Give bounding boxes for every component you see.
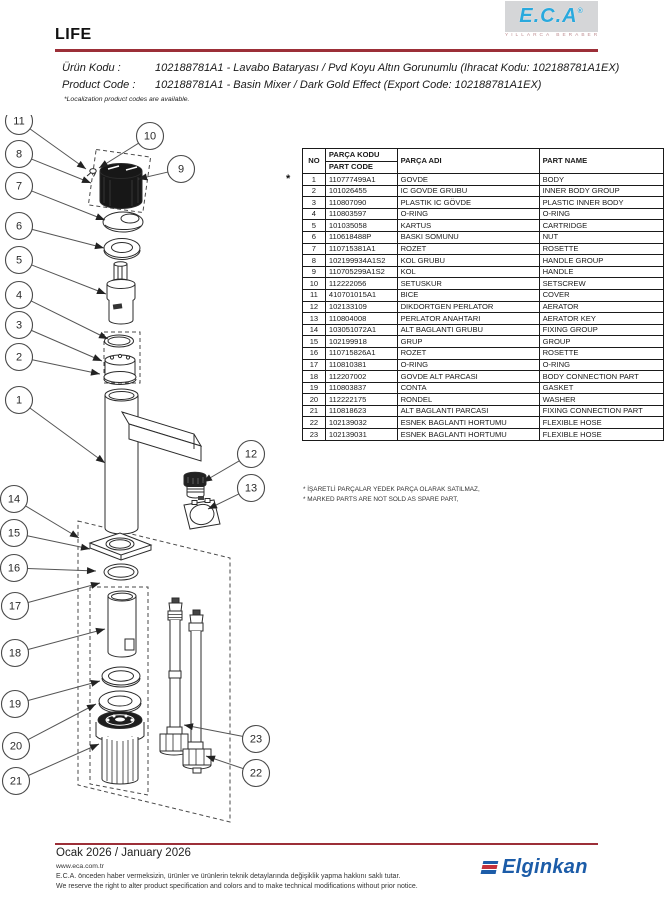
part-code: 110705299A1S2 <box>325 266 397 278</box>
part-name-en: GROUP <box>539 336 663 348</box>
part-row <box>303 359 664 371</box>
part-code: 112222175 <box>325 394 397 406</box>
nut-part-drawing <box>104 239 140 260</box>
part-code: 110810381 <box>325 359 397 371</box>
part-code: 110818623 <box>325 405 397 417</box>
part-name-en: FIXING GROUP <box>539 324 663 336</box>
callout-10 <box>97 123 163 171</box>
part-row <box>303 394 664 406</box>
part-no: 8 <box>303 255 326 267</box>
part-name-en: PLASTIC INNER BODY <box>539 197 663 209</box>
part-row <box>303 417 664 429</box>
svg-text:19: 19 <box>8 698 22 711</box>
callout-9 <box>137 156 194 183</box>
footer-divider <box>55 843 598 845</box>
svg-text:17: 17 <box>8 600 22 613</box>
part-row <box>303 255 664 267</box>
part-name-en: HANDLE <box>539 266 663 278</box>
svg-text:7: 7 <box>15 180 23 193</box>
part-name-tr: RONDEL <box>397 394 539 406</box>
setscrew-part-drawing <box>87 169 96 177</box>
svg-text:13: 13 <box>244 482 258 495</box>
col-header-code-tr: PARÇA KODU <box>325 149 397 162</box>
part-no: 1 <box>303 174 326 186</box>
part-no: 13 <box>303 313 326 325</box>
part-name-en: AERATOR <box>539 301 663 313</box>
part-name-en: ROSETTE <box>539 347 663 359</box>
part-no: 11 <box>303 289 326 301</box>
footer-date: Ocak 2026 / January 2026 <box>56 847 191 859</box>
part-name-tr: GOVDE <box>397 174 539 186</box>
part-name-en: FIXING CONNECTION PART <box>539 405 663 417</box>
part-no: 15 <box>303 336 326 348</box>
part-name-tr: GOVDE ALT PARCASI <box>397 371 539 383</box>
part-name-en: FLEXIBLE HOSE <box>539 429 663 441</box>
svg-text:14: 14 <box>7 493 21 506</box>
part-no: 20 <box>303 394 326 406</box>
aerator-key-part-drawing <box>184 496 220 529</box>
part-name-tr: CONTA <box>397 382 539 394</box>
part-name-tr: BICE <box>397 289 539 301</box>
localization-note: *Localization product codes are available. <box>64 96 190 103</box>
part-row <box>303 174 664 186</box>
part-code: 110807090 <box>325 197 397 209</box>
part-name-en: BODY <box>539 174 663 186</box>
part-row <box>303 371 664 383</box>
part-row <box>303 231 664 243</box>
part-code: 102199918 <box>325 336 397 348</box>
flexible-hose-left-drawing <box>160 598 188 755</box>
part-name-en: FLEXIBLE HOSE <box>539 417 663 429</box>
part-name-en: O-RING <box>539 359 663 371</box>
part-name-en: WASHER <box>539 394 663 406</box>
part-code: 110804008 <box>325 313 397 325</box>
part-code: 110715381A1 <box>325 243 397 255</box>
callout-1 <box>6 387 108 466</box>
part-row <box>303 220 664 232</box>
svg-text:5: 5 <box>15 254 23 267</box>
part-name-en: HANDLE GROUP <box>539 255 663 267</box>
part-no: 18 <box>303 371 326 383</box>
part-name-tr: IC GOVDE GRUBU <box>397 185 539 197</box>
elginkan-bars-icon <box>481 861 499 874</box>
part-name-tr: ROZET <box>397 347 539 359</box>
part-row <box>303 347 664 359</box>
table-footnotes <box>303 485 480 505</box>
svg-text:4: 4 <box>15 289 23 302</box>
footnote-en: * MARKED PARTS ARE NOT SOLD AS SPARE PART, <box>303 495 459 503</box>
part-code: 110715826A1 <box>325 347 397 359</box>
svg-text:22: 22 <box>249 767 263 780</box>
part-row <box>303 278 664 290</box>
part-no: 17 <box>303 359 326 371</box>
cartridge-part-drawing <box>107 262 135 324</box>
svg-text:9: 9 <box>177 163 185 176</box>
part-name-en: COVER <box>539 289 663 301</box>
callout-19 <box>2 678 101 718</box>
part-code: 102133109 <box>325 301 397 313</box>
part-code: 110777499A1 <box>325 174 397 186</box>
part-name-en: NUT <box>539 231 663 243</box>
part-no: 7 <box>303 243 326 255</box>
part-code: 101026455 <box>325 185 397 197</box>
part-code: 110618488P <box>325 231 397 243</box>
part-row <box>303 185 664 197</box>
part-name-tr: DIKDORTGEN PERLATOR <box>397 301 539 313</box>
part-row <box>303 405 664 417</box>
flexible-hose-right-drawing <box>183 610 211 773</box>
svg-text:11: 11 <box>13 115 25 128</box>
footer-disclaimer-tr: E.C.A. önceden haber vermeksizin, ürünler ve ürünlerin teknik detaylarında değişiklik yapma hakkını saklı tutar. <box>56 873 401 880</box>
part-row <box>303 197 664 209</box>
part-name-en: O-RING <box>539 208 663 220</box>
page-title: LIFE <box>55 26 92 43</box>
part-name-tr: PLASTIK IC GÖVDE <box>397 197 539 209</box>
callout-16 <box>1 555 97 582</box>
part-code: 102199934A1S2 <box>325 255 397 267</box>
part-name-en: GASKET <box>539 382 663 394</box>
svg-text:21: 21 <box>9 775 23 788</box>
part-no: 14 <box>303 324 326 336</box>
svg-text:3: 3 <box>15 319 23 332</box>
urun-kodu-label: Ürün Kodu : <box>62 62 121 74</box>
eca-tagline: YILLARCA BERABER <box>505 33 601 38</box>
body-connection-part-drawing <box>108 591 136 657</box>
part-name-en: ROSETTE <box>539 243 663 255</box>
elginkan-logo <box>482 856 588 879</box>
part-name-en: CARTRIDGE <box>539 220 663 232</box>
part-name-en: BODY CONNECTION PART <box>539 371 663 383</box>
registered-mark-icon: ® <box>577 8 584 15</box>
callout-6 <box>6 213 105 252</box>
svg-text:12: 12 <box>244 448 258 461</box>
part-no: 21 <box>303 405 326 417</box>
marked-row-asterisk: * <box>286 173 291 185</box>
callout-2 <box>6 344 101 378</box>
product-code-value: 102188781A1 - Basin Mixer / Dark Gold Effect (Export Code: 102188781A1EX) <box>155 79 542 91</box>
part-no: 10 <box>303 278 326 290</box>
part-no: 2 <box>303 185 326 197</box>
handle-part-drawing <box>100 164 142 209</box>
callout-13 <box>206 475 264 513</box>
part-code: 112222056 <box>325 278 397 290</box>
part-row <box>303 313 664 325</box>
svg-text:15: 15 <box>7 527 21 540</box>
svg-text:16: 16 <box>7 562 21 575</box>
part-name-tr: ROZET <box>397 243 539 255</box>
part-no: 4 <box>303 208 326 220</box>
part-name-tr: ALT BAGLANTI PARCASI <box>397 405 539 417</box>
fixing-connection-part-drawing <box>96 712 144 785</box>
part-name-tr: ESNEK BAGLANTI HORTUMU <box>397 417 539 429</box>
part-name-tr: KOL <box>397 266 539 278</box>
part-row <box>303 243 664 255</box>
exploded-diagram <box>0 115 295 825</box>
part-row <box>303 336 664 348</box>
part-code: 110803837 <box>325 382 397 394</box>
part-no: 5 <box>303 220 326 232</box>
part-name-tr: ESNEK BAGLANTI HORTUMU <box>397 429 539 441</box>
part-code: 102139032 <box>325 417 397 429</box>
footnote-tr: * İŞARETLİ PARÇALAR YEDEK PARÇA OLARAK SATILMAZ, <box>303 486 480 493</box>
part-name-tr: PERLATOR ANAHTARI <box>397 313 539 325</box>
col-header-name-tr: PARÇA ADI <box>397 149 539 174</box>
washer-part-drawing <box>99 691 141 713</box>
gasket-part-drawing <box>102 667 140 687</box>
part-row <box>303 429 664 441</box>
part-code: 112207002 <box>325 371 397 383</box>
aerator-part-drawing <box>184 472 206 498</box>
callout-17 <box>2 580 101 620</box>
product-code-label: Product Code : <box>62 79 136 91</box>
part-no: 6 <box>303 231 326 243</box>
col-header-code-en: PART CODE <box>325 161 397 174</box>
part-row <box>303 382 664 394</box>
part-no: 23 <box>303 429 326 441</box>
svg-text:23: 23 <box>249 733 263 746</box>
svg-text:1: 1 <box>15 394 23 407</box>
part-code: 410701015A1 <box>325 289 397 301</box>
part-no: 3 <box>303 197 326 209</box>
part-name-tr: ALT BAGLANTI GRUBU <box>397 324 539 336</box>
part-name-tr: BASKI SOMUNU <box>397 231 539 243</box>
part-code: 101035058 <box>325 220 397 232</box>
website-link[interactable]: www.eca.com.tr <box>56 863 104 870</box>
part-name-tr: KOL GRUBU <box>397 255 539 267</box>
part-name-tr: GRUP <box>397 336 539 348</box>
callout-22 <box>205 753 270 787</box>
part-code: 102139031 <box>325 429 397 441</box>
part-no: 16 <box>303 347 326 359</box>
part-name-tr: KARTUS <box>397 220 539 232</box>
rosette-part-drawing <box>103 212 143 232</box>
part-row <box>303 266 664 278</box>
part-code: 110803597 <box>325 208 397 220</box>
part-row <box>303 301 664 313</box>
oring-lower-part-drawing <box>104 564 138 580</box>
eca-logo <box>505 1 598 32</box>
part-name-en: INNER BODY GROUP <box>539 185 663 197</box>
part-name-tr: O-RING <box>397 359 539 371</box>
footer-disclaimer-en: We reserve the right to alter product specification and colors and to make technical modifications without prior notice. <box>56 883 418 890</box>
part-no: 9 <box>303 266 326 278</box>
part-no: 19 <box>303 382 326 394</box>
header-divider <box>55 49 598 52</box>
svg-text:8: 8 <box>15 148 23 161</box>
svg-text:10: 10 <box>143 130 157 143</box>
part-row <box>303 324 664 336</box>
oring-upper-part-drawing <box>105 335 134 347</box>
svg-text:20: 20 <box>9 740 23 753</box>
part-no: 12 <box>303 301 326 313</box>
part-code: 103051072A1 <box>325 324 397 336</box>
part-name-en: AERATOR KEY <box>539 313 663 325</box>
eca-logo-text: E.C.A® <box>519 5 584 27</box>
urun-kodu-value: 102188781A1 - Lavabo Bataryası / Pvd Koyu Altın Gorunumlu (Ihracat Kodu: 102188781A1EX) <box>155 62 620 74</box>
part-row <box>303 289 664 301</box>
col-header-name-en: PART NAME <box>539 149 663 174</box>
svg-text:18: 18 <box>8 647 22 660</box>
col-header-no: NO <box>303 149 326 174</box>
part-no: 22 <box>303 417 326 429</box>
part-row <box>303 208 664 220</box>
parts-table <box>302 148 664 441</box>
svg-text:6: 6 <box>15 220 23 233</box>
part-name-en: SETSCREW <box>539 278 663 290</box>
svg-text:2: 2 <box>15 351 23 364</box>
inner-body-part-drawing <box>104 354 136 384</box>
part-name-tr: O-RING <box>397 208 539 220</box>
elginkan-logo-text: Elginkan <box>502 856 588 878</box>
part-name-tr: SETUSKUR <box>397 278 539 290</box>
